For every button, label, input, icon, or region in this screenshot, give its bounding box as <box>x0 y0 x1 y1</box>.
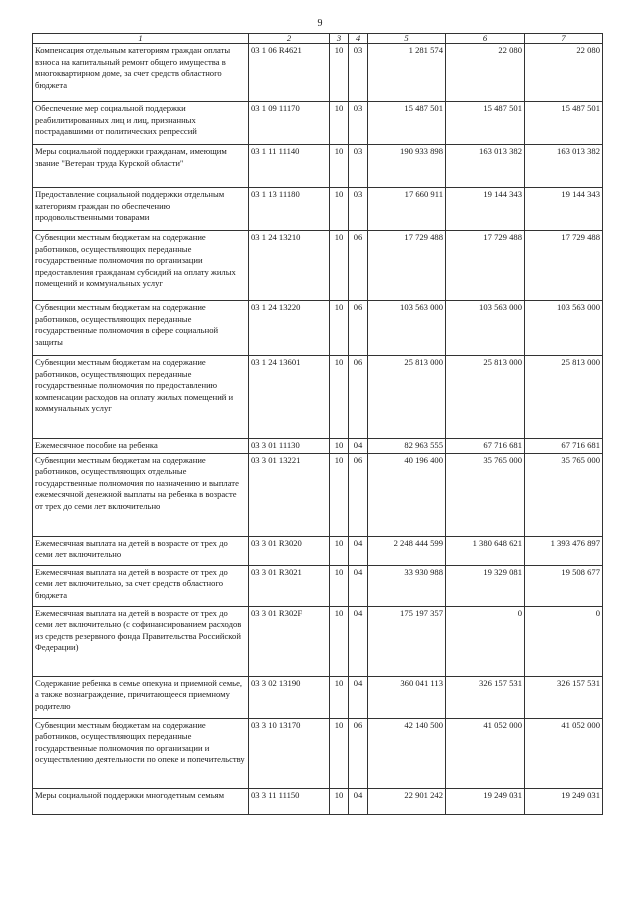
row-amount-3: 19 144 343 <box>525 188 603 231</box>
row-amount-1: 190 933 898 <box>368 145 446 188</box>
row-subsection: 06 <box>349 453 368 536</box>
row-subsection: 04 <box>349 439 368 454</box>
row-amount-1: 15 487 501 <box>368 102 446 145</box>
row-amount-1: 42 140 500 <box>368 718 446 788</box>
row-section: 10 <box>330 606 349 676</box>
row-name: Компенсация отдельным категориям граждан оплаты взноса на капитальный ремонт общего имущества в многоквартирном доме, за счет средств областного бюджета <box>33 44 249 102</box>
row-section: 10 <box>330 356 349 439</box>
row-code: 03 3 01 R302F <box>249 606 330 676</box>
row-subsection: 03 <box>349 44 368 102</box>
row-code: 03 1 11 11140 <box>249 145 330 188</box>
row-section: 10 <box>330 102 349 145</box>
table-row <box>33 301 603 356</box>
row-code: 03 1 24 13601 <box>249 356 330 439</box>
row-amount-1: 82 963 555 <box>368 439 446 454</box>
row-subsection: 03 <box>349 102 368 145</box>
row-subsection: 03 <box>349 188 368 231</box>
row-amount-3: 17 729 488 <box>525 231 603 301</box>
row-amount-1: 103 563 000 <box>368 301 446 356</box>
row-name: Ежемесячная выплата на детей в возрасте от трех до семи лет включительно <box>33 536 249 565</box>
col-header-subsection: 4 <box>349 34 368 44</box>
row-subsection: 03 <box>349 145 368 188</box>
row-section: 10 <box>330 565 349 606</box>
row-section: 10 <box>330 44 349 102</box>
row-code: 03 1 13 11180 <box>249 188 330 231</box>
row-code: 03 3 01 11130 <box>249 439 330 454</box>
row-section: 10 <box>330 453 349 536</box>
row-amount-1: 17 660 911 <box>368 188 446 231</box>
row-amount-2: 22 080 <box>446 44 525 102</box>
row-amount-2: 19 144 343 <box>446 188 525 231</box>
row-name: Обеспечение мер социальной поддержки реабилитированных лиц и лиц, признанных пострадавшими от политических репрессий <box>33 102 249 145</box>
row-subsection: 06 <box>349 356 368 439</box>
row-amount-3: 67 716 681 <box>525 439 603 454</box>
row-code: 03 3 02 13190 <box>249 676 330 718</box>
row-code: 03 1 09 11170 <box>249 102 330 145</box>
row-name: Субвенции местным бюджетам на содержание работников, осуществляющих переданные государственные полномочия по предоставлению компенсации расходов на оплату жилых помещений и коммунальных услуг <box>33 356 249 439</box>
row-name: Субвенции местным бюджетам на содержание работников, осуществляющих отдельные государственные полномочия по назначению и выплате ежемесячной денежной выплаты на ребенка в возрасте от трех до семи лет включительно <box>33 453 249 536</box>
table-row <box>33 188 603 231</box>
row-section: 10 <box>330 718 349 788</box>
row-subsection: 04 <box>349 565 368 606</box>
row-amount-3: 22 080 <box>525 44 603 102</box>
row-subsection: 04 <box>349 606 368 676</box>
row-amount-1: 17 729 488 <box>368 231 446 301</box>
row-amount-2: 0 <box>446 606 525 676</box>
row-amount-1: 175 197 357 <box>368 606 446 676</box>
row-amount-1: 22 901 242 <box>368 788 446 814</box>
row-amount-3: 25 813 000 <box>525 356 603 439</box>
col-header-section: 3 <box>330 34 349 44</box>
row-amount-2: 19 249 031 <box>446 788 525 814</box>
row-amount-3: 326 157 531 <box>525 676 603 718</box>
row-name: Меры социальной поддержки многодетным семьям <box>33 788 249 814</box>
row-amount-2: 35 765 000 <box>446 453 525 536</box>
col-header-name: 1 <box>33 34 249 44</box>
table-row <box>33 44 603 102</box>
row-subsection: 04 <box>349 536 368 565</box>
row-amount-1: 25 813 000 <box>368 356 446 439</box>
row-amount-3: 19 249 031 <box>525 788 603 814</box>
table-row <box>33 788 603 814</box>
row-subsection: 04 <box>349 676 368 718</box>
row-section: 10 <box>330 788 349 814</box>
row-subsection: 06 <box>349 231 368 301</box>
table-row <box>33 453 603 536</box>
row-code: 03 3 01 R3021 <box>249 565 330 606</box>
row-code: 03 3 11 11150 <box>249 788 330 814</box>
row-amount-1: 360 041 113 <box>368 676 446 718</box>
table-row <box>33 102 603 145</box>
row-name: Субвенции местным бюджетам на содержание работников, осуществляющих переданные государственные полномочия в сфере социальной защиты <box>33 301 249 356</box>
row-name: Ежемесячное пособие на ребенка <box>33 439 249 454</box>
row-name: Ежемесячная выплата на детей в возрасте от трех до семи лет включительно (с софинансированием расходов из средств резервного фонда Правительства Российской Федерации) <box>33 606 249 676</box>
row-amount-3: 1 393 476 897 <box>525 536 603 565</box>
budget-table <box>32 33 603 815</box>
row-amount-3: 163 013 382 <box>525 145 603 188</box>
row-section: 10 <box>330 145 349 188</box>
row-amount-2: 25 813 000 <box>446 356 525 439</box>
col-header-amount-3: 7 <box>525 34 603 44</box>
table-row <box>33 536 603 565</box>
row-amount-2: 163 013 382 <box>446 145 525 188</box>
row-code: 03 3 01 R3020 <box>249 536 330 565</box>
row-code: 03 1 06 R4621 <box>249 44 330 102</box>
table-row <box>33 718 603 788</box>
row-section: 10 <box>330 301 349 356</box>
row-section: 10 <box>330 188 349 231</box>
row-code: 03 3 10 13170 <box>249 718 330 788</box>
col-header-amount-1: 5 <box>368 34 446 44</box>
row-amount-2: 103 563 000 <box>446 301 525 356</box>
row-section: 10 <box>330 676 349 718</box>
page-number: 9 <box>317 18 323 29</box>
row-amount-2: 19 329 081 <box>446 565 525 606</box>
row-subsection: 04 <box>349 788 368 814</box>
row-amount-2: 67 716 681 <box>446 439 525 454</box>
row-code: 03 1 24 13210 <box>249 231 330 301</box>
row-name: Содержание ребенка в семье опекуна и приемной семье, а также вознаграждение, причитающееся приемному родителю <box>33 676 249 718</box>
row-amount-2: 1 380 648 621 <box>446 536 525 565</box>
table-row <box>33 145 603 188</box>
row-amount-3: 41 052 000 <box>525 718 603 788</box>
row-amount-3: 0 <box>525 606 603 676</box>
row-amount-2: 17 729 488 <box>446 231 525 301</box>
row-amount-3: 19 508 677 <box>525 565 603 606</box>
table-row <box>33 231 603 301</box>
row-amount-2: 15 487 501 <box>446 102 525 145</box>
table-row <box>33 565 603 606</box>
row-amount-1: 33 930 988 <box>368 565 446 606</box>
header-row <box>33 34 603 44</box>
row-name: Меры социальной поддержки гражданам, имеющим звание "Ветеран труда Курской области" <box>33 145 249 188</box>
row-amount-3: 35 765 000 <box>525 453 603 536</box>
row-amount-1: 2 248 444 599 <box>368 536 446 565</box>
row-subsection: 06 <box>349 718 368 788</box>
row-code: 03 1 24 13220 <box>249 301 330 356</box>
table-row <box>33 676 603 718</box>
row-section: 10 <box>330 439 349 454</box>
table-row <box>33 439 603 454</box>
row-name: Ежемесячная выплата на детей в возрасте от трех до семи лет включительно, за счет средств областного бюджета <box>33 565 249 606</box>
col-header-amount-2: 6 <box>446 34 525 44</box>
col-header-code: 2 <box>249 34 330 44</box>
table-row <box>33 356 603 439</box>
row-amount-2: 41 052 000 <box>446 718 525 788</box>
row-name: Предоставление социальной поддержки отдельным категориям граждан по обеспечению продовольственными товарами <box>33 188 249 231</box>
row-amount-3: 15 487 501 <box>525 102 603 145</box>
row-amount-1: 40 196 400 <box>368 453 446 536</box>
row-name: Субвенции местным бюджетам на содержание работников, осуществляющих переданные государственные полномочия по организации и осуществлению деятельности по опеке и попечительству <box>33 718 249 788</box>
row-section: 10 <box>330 231 349 301</box>
row-amount-3: 103 563 000 <box>525 301 603 356</box>
table-row <box>33 606 603 676</box>
row-amount-2: 326 157 531 <box>446 676 525 718</box>
row-subsection: 06 <box>349 301 368 356</box>
row-amount-1: 1 281 574 <box>368 44 446 102</box>
row-name: Субвенции местным бюджетам на содержание работников, осуществляющих переданные государственные полномочия по организации предоставления гражданам субсидий на оплату жилых помещений и коммунальных услуг <box>33 231 249 301</box>
row-section: 10 <box>330 536 349 565</box>
row-code: 03 3 01 13221 <box>249 453 330 536</box>
